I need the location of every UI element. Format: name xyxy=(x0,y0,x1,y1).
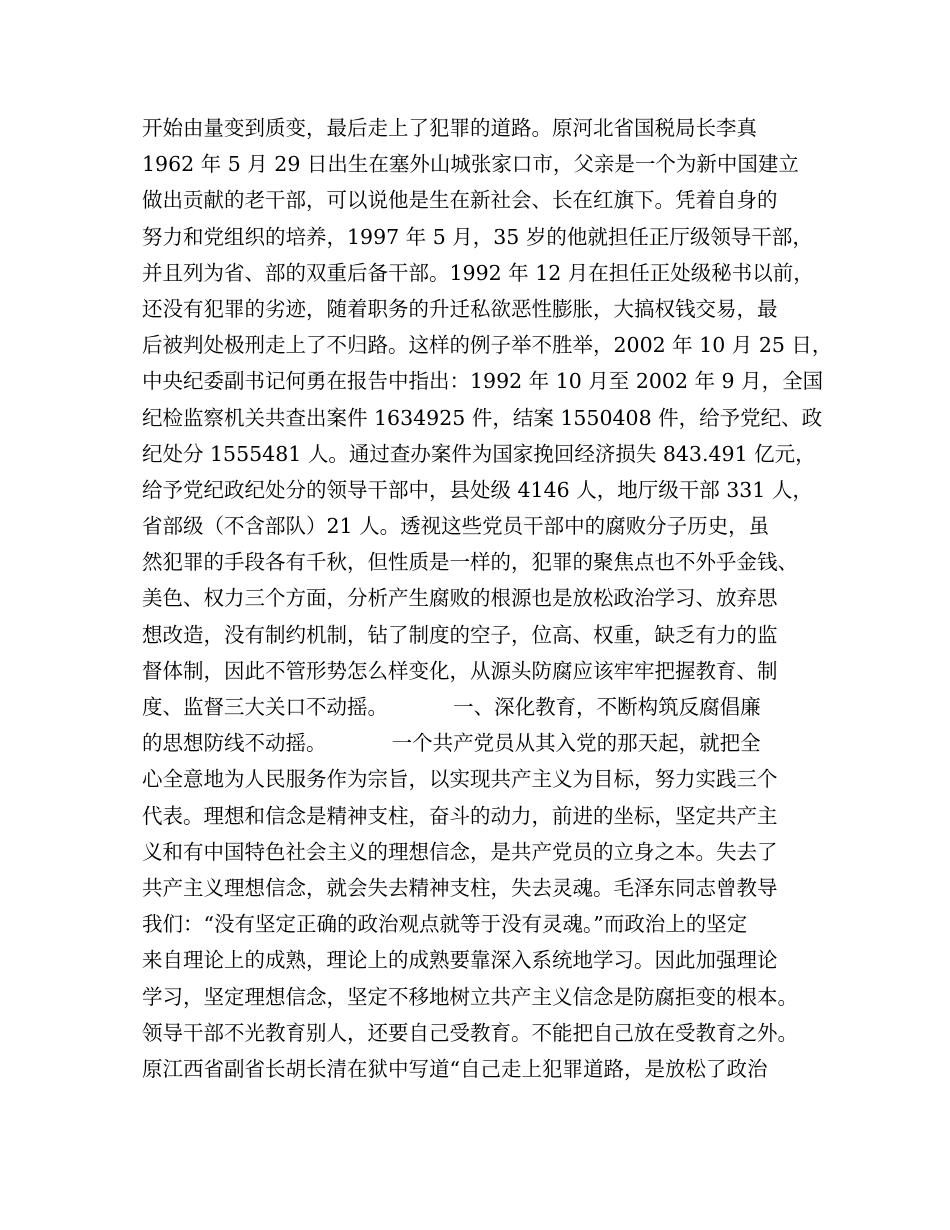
text-line: 开始由量变到质变，最后走上了犯罪的道路。原河北省国税局长李真 xyxy=(142,116,757,140)
text-line: 度、监督三大关口不动摇。 一、深化教育，不断构筑反腐倡廉 xyxy=(142,695,761,719)
text-line: 共产主义理想信念，就会失去精神支柱，失去灵魂。毛泽东同志曾教导 xyxy=(142,875,778,900)
text-line: 省部级（不含部队）21 人。透视这些党员干部中的腐败分子历史，虽 xyxy=(142,514,770,539)
text-line: 义和有中国特色社会主义的理想信念，是共产党员的立身之本。失去了 xyxy=(142,839,778,864)
text-line: 督体制，因此不管形势怎么样变化，从源头防腐应该牢牢把握教育、制 xyxy=(142,658,778,683)
text-line: 的思想防线不动摇。 一个共产党员从其入党的那天起，就把全 xyxy=(142,731,761,756)
text-line: 并且列为省、部的双重后备干部。1992 年 12 月在担任正处级秘书以前， xyxy=(142,260,814,285)
text-line: 代表。理想和信念是精神支柱，奋斗的动力，前进的坐标，坚定共产主 xyxy=(142,803,778,828)
text-line: 纪检监察机关共查出案件 1634925 件，结案 1550408 件，给予党纪、政 xyxy=(142,405,823,430)
text-line: 想改造，没有制约机制，钻了制度的空子，位高、权重，缺乏有力的监 xyxy=(142,622,778,647)
text-line: 后被判处极刑走上了不归路。这样的例子举不胜举，2002 年 10 月 25 日， xyxy=(142,333,833,358)
text-line: 中央纪委副书记何勇在报告中指出：1992 年 10 月至 2002 年 9 月，全国 xyxy=(142,369,824,394)
text-line: 努力和党组织的培养，1997 年 5 月，35 岁的他就担任正厅级领导干部， xyxy=(142,224,813,249)
text-line: 来自理论上的成熟，理论上的成熟要靠深入系统地学习。因此加强理论 xyxy=(142,948,778,973)
text-line: 原江西省副省长胡长清在狱中写道“自己走上犯罪道路，是放松了政治 xyxy=(142,1056,768,1081)
text-line: 给予党纪政纪处分的领导干部中，县处级 4146 人，地厅级干部 331 人， xyxy=(142,477,813,502)
text-line: 做出贡献的老干部，可以说他是生在新社会、长在红旗下。凭着自身的 xyxy=(142,188,778,213)
text-line: 领导干部不光教育别人，还要自己受教育。不能把自己放在受教育之外。 xyxy=(142,1020,798,1045)
text-line: 学习，坚定理想信念，坚定不移地树立共产主义信念是防腐拒变的根本。 xyxy=(142,984,798,1009)
text-line: 心全意地为人民服务作为宗旨，以实现共产主义为目标，努力实践三个 xyxy=(142,767,778,792)
text-line: 1962 年 5 月 29 日出生在塞外山城张家口市，父亲是一个为新中国建立 xyxy=(142,152,799,177)
body-text xyxy=(142,110,842,1087)
text-line: 纪处分 1555481 人。通过查办案件为国家挽回经济损失 843.491 亿元， xyxy=(142,441,816,466)
text-line: 然犯罪的手段各有千秋，但性质是一样的，犯罪的聚焦点也不外乎金钱、 xyxy=(142,550,798,575)
text-line: 美色、权力三个方面，分析产生腐败的根源也是放松政治学习、放弃思 xyxy=(142,586,778,611)
text-line: 还没有犯罪的劣迹，随着职务的升迁私欲恶性膨胀，大搞权钱交易，最 xyxy=(142,296,778,321)
text-line: 我们：“没有坚定正确的政治观点就等于没有灵魂。”而政治上的坚定 xyxy=(142,912,748,937)
